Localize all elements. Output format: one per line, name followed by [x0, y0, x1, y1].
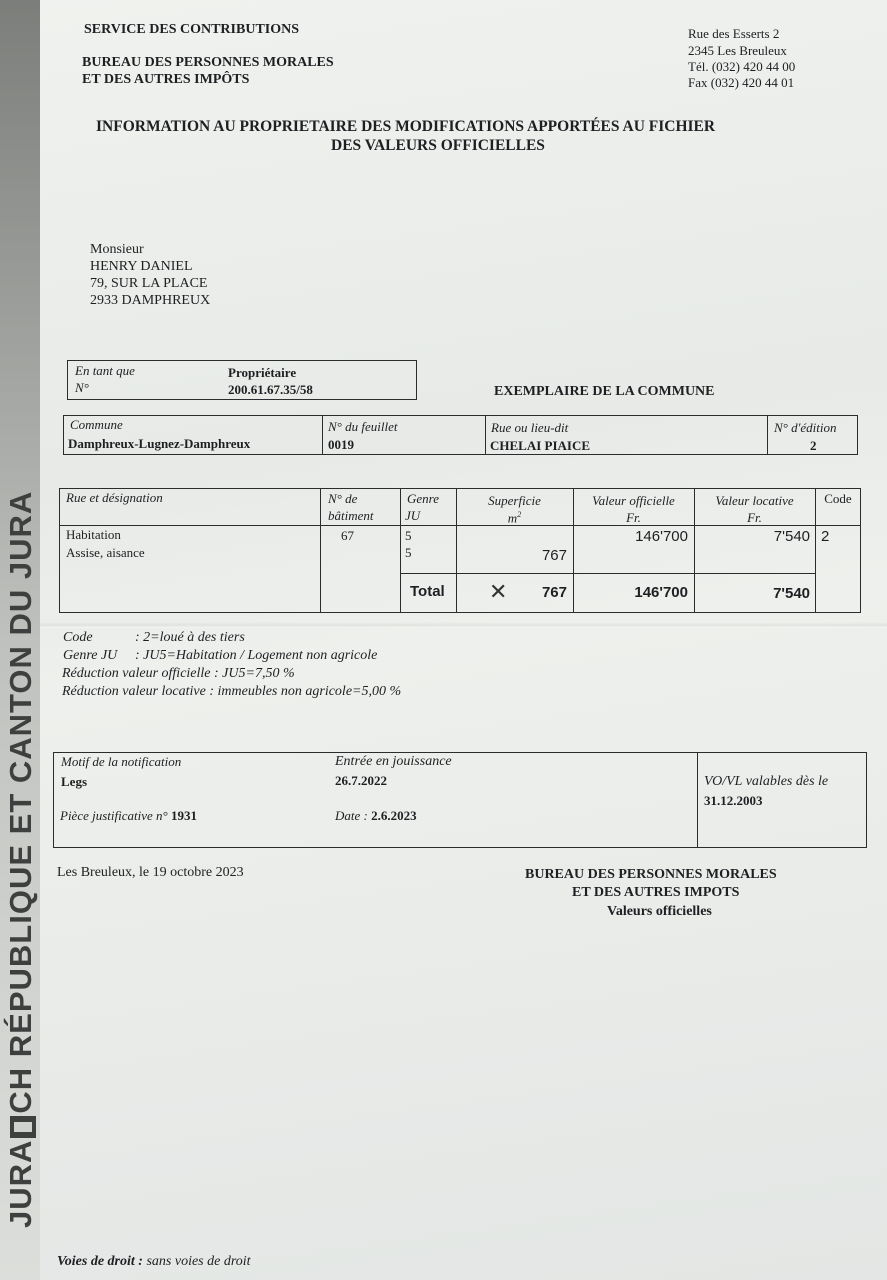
- piece-value: 1931: [170, 808, 197, 823]
- valid-label: VO/VL valables dès le: [704, 774, 829, 789]
- col-header-genre-2: JU: [405, 508, 421, 523]
- side-text-canton: CH RÉPUBLIQUE ET CANTON DU JURA: [3, 490, 38, 1114]
- divider: [320, 488, 321, 613]
- note-text: : JU5=7,50 %: [214, 666, 295, 681]
- footer-label: Voies de droit :: [57, 1254, 143, 1269]
- note-genre: [63, 648, 377, 664]
- copy-label: EXEMPLAIRE DE LA COMMUNE: [494, 384, 715, 399]
- document-title-line-2: DES VALEURS OFFICIELLES: [331, 137, 545, 154]
- row-superficie: 767: [541, 547, 567, 564]
- note-reduction-vl: [62, 684, 401, 700]
- edition-label: N° d'édition: [774, 420, 837, 435]
- document-title-line-1: INFORMATION AU PROPRIETAIRE DES MODIFICATIONS APPORTÉES AU FICHIER: [96, 118, 716, 135]
- owner-role-label: En tant que: [75, 363, 135, 378]
- note-text: : immeubles non agricole=5,00 %: [209, 684, 402, 699]
- piece-justificative: [60, 808, 197, 824]
- piece-label: Pièce justificative n°: [60, 808, 168, 823]
- recipient-street: 79, SUR LA PLACE: [90, 276, 208, 291]
- rue-value: CHELAI PIAICE: [490, 438, 591, 453]
- feuillet-value: 0019: [328, 437, 354, 452]
- recipient-name: HENRY DANIEL: [90, 259, 193, 274]
- owner-number-value: 200.61.67.35/58: [228, 382, 313, 397]
- col-header-superficie-2: $m^2$: [507, 510, 522, 526]
- col-header-vl-1: Valeur locative: [715, 493, 794, 508]
- divider: [697, 752, 698, 848]
- commune-label: Commune: [70, 417, 123, 432]
- piece-date: [335, 808, 417, 824]
- row-designation: Habitation: [66, 527, 121, 542]
- valid-value: 31.12.2003: [704, 793, 763, 808]
- total-label: Total: [410, 583, 445, 600]
- address-line: Rue des Esserts 2: [688, 26, 780, 41]
- paper-fold: [40, 622, 887, 628]
- entree-label: Entrée en jouissance: [335, 754, 452, 769]
- col-header-vo-2: Fr.: [626, 510, 641, 525]
- note-reduction-vo: [62, 666, 295, 682]
- total-divider: [400, 573, 815, 574]
- divider: [322, 415, 323, 455]
- canton-side-text: [4, 398, 38, 1228]
- address-line: 2345 Les Breuleux: [688, 43, 787, 58]
- row-genre: 5: [405, 528, 412, 543]
- note-label: Code: [63, 630, 93, 645]
- superficie-unit: m: [507, 510, 518, 526]
- row-valeur-officielle: 146'700: [635, 528, 688, 545]
- recipient-city: 2933 DAMPHREUX: [90, 293, 211, 308]
- divider: [485, 415, 486, 455]
- note-text: : 2=loué à des tiers: [135, 630, 245, 645]
- phone-line: Tél. (032) 420 44 00: [688, 59, 796, 74]
- edition-value: 2: [810, 438, 817, 453]
- footer-voies-de-droit: [57, 1254, 251, 1270]
- bureau-line-2: ET DES AUTRES IMPÔTS: [82, 72, 250, 87]
- owner-role-value: Propriétaire: [228, 365, 297, 380]
- commune-value: Damphreux-Lugnez-Damphreux: [68, 436, 251, 451]
- row-valeur-locative: 7'540: [773, 528, 810, 545]
- divider: [400, 488, 401, 613]
- side-text-jura: JURA: [3, 1139, 38, 1228]
- feuillet-label: N° du feuillet: [328, 419, 398, 434]
- recipient-salutation: Monsieur: [90, 242, 144, 257]
- note-label: Genre JU: [63, 648, 118, 663]
- signature-line-1: BUREAU DES PERSONNES MORALES: [525, 867, 777, 882]
- row-genre: 5: [405, 545, 412, 560]
- col-header-vl-2: Fr.: [747, 510, 762, 525]
- footer-text: sans voies de droit: [146, 1254, 251, 1269]
- col-header-superficie-1: Superficie: [488, 493, 541, 508]
- total-valeur-locative: 7'540: [773, 585, 810, 602]
- date-label: Date :: [335, 808, 368, 823]
- col-header-batiment-2: bâtiment: [328, 508, 374, 523]
- row-batiment: 67: [341, 528, 354, 543]
- signature-line-3: Valeurs officielles: [607, 904, 712, 919]
- col-header-vo-1: Valeur officielle: [592, 493, 675, 508]
- note-text: : JU5=Habitation / Logement non agricole: [135, 648, 378, 663]
- col-header-batiment-1: N° de: [328, 491, 358, 506]
- motif-value: Legs: [61, 774, 87, 789]
- handwritten-check-mark-icon: ✕: [489, 579, 508, 604]
- place-date: Les Breuleux, le 19 octobre 2023: [57, 865, 244, 880]
- total-valeur-officielle: 146'700: [634, 584, 688, 601]
- service-name: SERVICE DES CONTRIBUTIONS: [84, 22, 300, 37]
- signature-line-2: ET DES AUTRES IMPOTS: [572, 885, 740, 900]
- bureau-line-1: BUREAU DES PERSONNES MORALES: [82, 55, 334, 70]
- owner-number-label: N°: [75, 380, 89, 395]
- row-code: 2: [821, 528, 830, 545]
- rue-label: Rue ou lieu-dit: [491, 420, 569, 435]
- entree-value: 26.7.2022: [335, 773, 387, 788]
- date-value: 2.6.2023: [371, 808, 417, 823]
- total-superficie: 767: [541, 584, 567, 601]
- col-header-designation: Rue et désignation: [66, 490, 163, 505]
- row-designation: Assise, aisance: [66, 545, 145, 560]
- fax-line: Fax (032) 420 44 01: [688, 75, 795, 90]
- note-label: Réduction valeur locative: [62, 684, 206, 699]
- note-label: Réduction valeur officielle: [62, 666, 211, 681]
- note-code: [63, 630, 245, 646]
- col-header-code: Code: [824, 491, 852, 506]
- coat-of-arms-icon: [10, 1116, 36, 1138]
- divider: [767, 415, 768, 455]
- col-header-genre-1: Genre: [407, 491, 440, 506]
- motif-label: Motif de la notification: [61, 754, 182, 769]
